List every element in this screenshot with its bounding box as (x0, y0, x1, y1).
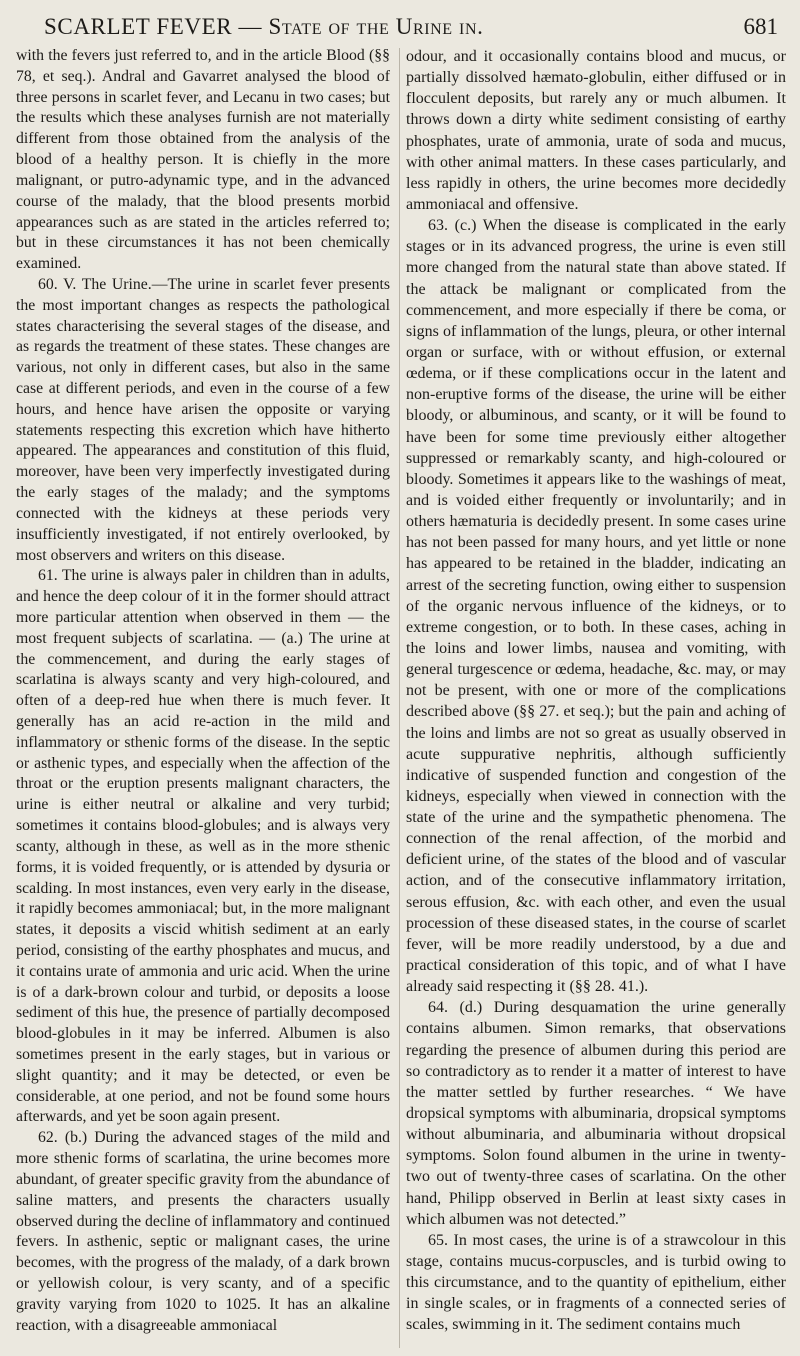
running-head-right: State of the Urine in. (268, 14, 484, 39)
paragraph-blood-continuation: with the fevers just referred to, and in the article Blood (§§ 78, et seq.). Andral and Gavarret analysed the blood of three persons in scarlet fever, and Lecanu in two cases; but the results which these analyses furnish are not materially different from those obtained from the analysis of the blood of a healthy person. It is chiefly in the more malignant, or putro-adynamic type, and in the advanced course of the malady, that the blood presents morbid appearances such as are stated in the articles referred to; but in these circumstances it has not been chemically examined. (16, 47, 390, 273)
running-head (44, 10, 744, 44)
running-head-left: SCARLET FEVER — (44, 14, 263, 39)
column-divider (399, 48, 400, 1348)
paragraph-61: 61. The urine is always paler in children than in adults, and hence the deep colour of it in the former should attract more particular attention when observed in them — the most frequent subjects of scarlatina. — (a.) The urine at the commencement, and during the early stages of scarlatina is always scanty and very high-coloured, and often of a deep-red hue when there is much fever. It generally has an acid re-action in the mild and inflammatory or sthenic forms of the disease. In the septic or asthenic types, and especially when the affection of the throat or the eruption presents malignant characters, the urine is either neutral or alkaline and very turbid; sometimes it contains blood-globules; and is always very scanty, although in these, as well as in the more sthenic forms, it is voided frequently, or is attended by dysuria or scalding. In most instances, even very early in the disease, it rapidly becomes ammoniacal; but, in the more malignant states, it deposits a viscid whitish sediment at an early period, consisting of the earthy phosphates and mucus, and it contains urate of ammonia and uric acid. When the urine is of a dark-brown colour and turbid, or deposits a loose sediment of this hue, the presence of partially decomposed blood-globules in it may be inferred. Albumen is also sometimes present in the early stages, but in various or slight quantity; and it may be detected, or even be considerable, at one period, and not be found some hours afterwards, and yet be soon again present. (16, 567, 390, 1126)
paragraph-65: 65. In most cases, the urine is of a strawcolour in this stage, contains mucus-corpuscles, and is turbid owing to this circumstance, and to the quantity of epithelium, either in single scales, or in fragments of a connected series of scales, swimming in it. The sediment contains much (406, 1231, 786, 1334)
paragraph-62-continuation: odour, and it occasionally contains blood and mucus, or partially dissolved hæmato-globulin, either diffused or in flocculent deposits, but rarely any or much albumen. It throws down a dirty white sediment consisting of earthy phosphates, urate of ammonia, urate of soda and mucus, with other animal matters. In these cases particularly, and less rapidly in others, the urine becomes more decidedly ammoniacal and offensive. (406, 48, 786, 213)
paragraph-62: 62. (b.) During the advanced stages of the mild and more sthenic forms of scarlatina, the urine becomes more abundant, of greater specific gravity from the abundance of saline matters, and presents the characters usually observed during the decline of inflammatory and continued fevers. In asthenic, septic or malignant cases, the urine becomes, with the progress of the malady, of a dark brown or yellowish colour, is very scanty, and of a specific gravity varying from 1020 to 1025. It has an alkaline reaction, with a disagreeable ammoniacal (16, 1129, 390, 1334)
left-column (16, 46, 390, 1336)
paragraph-64: 64. (d.) During desquamation the urine generally contains albumen. Simon remarks, that observations regarding the presence of albumen during this period are so contradictory as to render it a matter of interest to have the matter settled by further researches. “ We have dropsical symptoms with albuminaria, dropsical symptoms without albuminaria, and albuminaria without dropsical symptoms. Solon found albumen in the urine in twenty-two out of twenty-three cases of scarlatina. On the other hand, Philipp observed in Berlin at least sixty cases in which albumen was not detected.” (406, 999, 786, 1228)
page-number: 681 (743, 14, 778, 39)
right-column (406, 46, 786, 1336)
paragraph-60-urine: 60. V. The Urine.—The urine in scarlet fever presents the most important changes as respects the pathological states characterising the several stages of the disease, and as regards the treatment of these states. These changes are various, not only in different cases, but also in the same case at different periods, and even in the course of a few hours, and hence have arisen the opposite or varying statements respecting this excretion which have hitherto appeared. The appearances and constitution of this fluid, moreover, have been very imperfectly investigated during the early stages of the malady; and the symptoms connected with the kidneys at these periods very insufficiently investigated, if not entirely overlooked, by most observers and writers on this disease. (16, 275, 390, 564)
paragraph-63: 63. (c.) When the disease is complicated in the early stages or in its advanced progress, the urine is even still more changed from the natural state than above stated. If the attack be malignant or complicated from the commencement, and more especially if there be coma, or signs of inflammation of the lungs, pleura, or other internal organ or surface, with or without effusion, or external œdema, or if these complications occur in the latent and non-eruptive forms of the disease, the urine will be either bloody, or albuminous, and scanty, or it will be found to have been for some time previously either altogether suppressed or remarkably scanty, and high-coloured or bloody. Sometimes it appears like to the washings of meat, and is voided either frequently or involuntarily; and in others hæmaturia is decidedly present. In some cases urine has not been passed for many hours, and yet little or none has appeared to be retained in the bladder, indicating an arrest of the secreting function, owing either to suspension of the organic nervous influence of the kidneys, or to extreme congestion, or to both. In these cases, aching in the loins and lower limbs, nausea and vomiting, with general turgescence or œdema, headache, &c. may, or may not be present, with one or more of the complications described above (§§ 27. et seq.); but the pain and aching of the loins and limbs are not so great as usually observed in acute suppurative nephritis, although sufficiently indicative of suspended function and congestion of the kidneys, especially when viewed in connection with the state of the urine and the sympathetic phenomena. The connection of the renal affection, of the morbid and deficient urine, of the states of the blood and of vascular action, and of the consecutive inflammatory irritation, serous effusion, &c. with each other, and even the usual procession of these diseased states, in the course of scarlet fever, will be more readily understood, by a due and practical consideration of this topic, and of what I have already said respecting it (§§ 28. 41.). (406, 217, 786, 996)
